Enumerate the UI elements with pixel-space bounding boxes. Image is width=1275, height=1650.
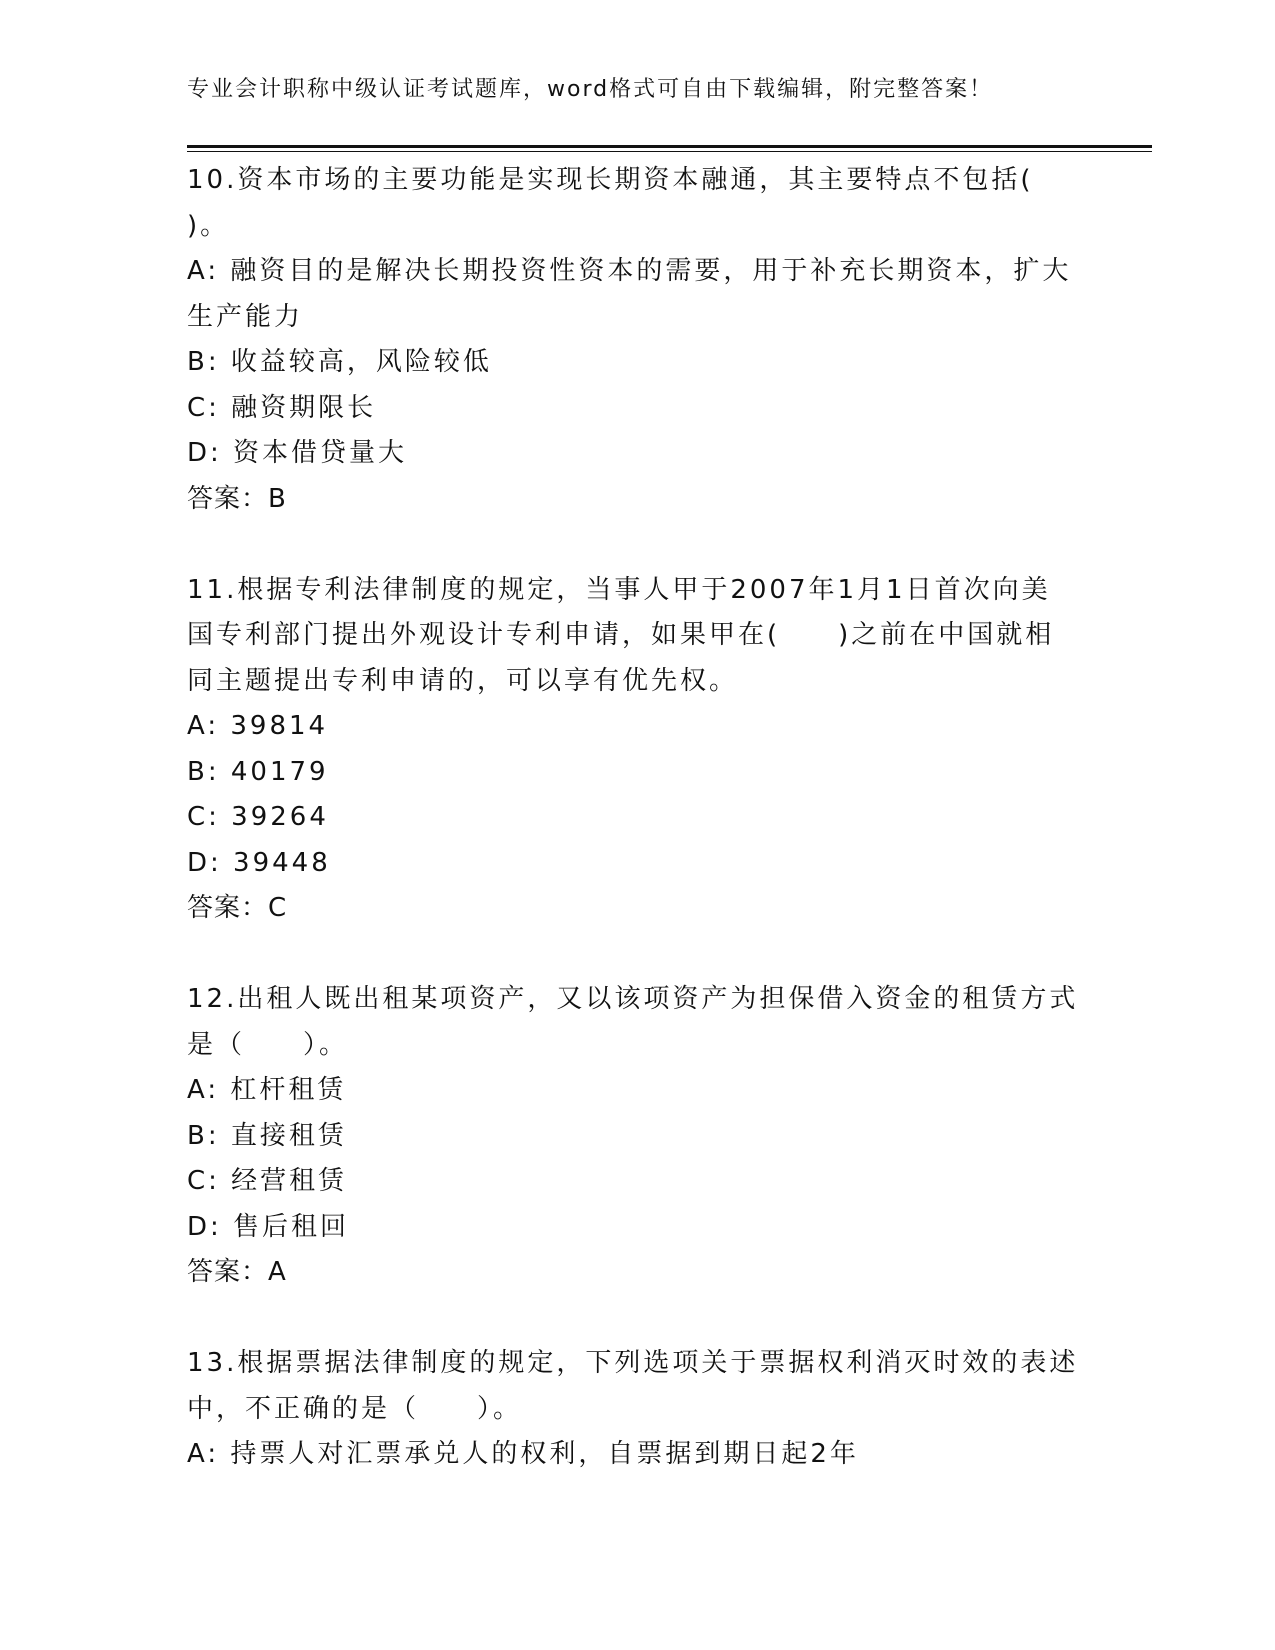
- question-stem-line: 中，不正确的是（ ）。: [187, 1393, 523, 1424]
- option-d-line: D: 资本借贷量大: [187, 438, 408, 468]
- question-11: [187, 568, 1087, 932]
- page-header-title: 专业会计职称中级认证考试题库，word格式可自由下载编辑，附完整答案！: [187, 77, 994, 102]
- option-c-line: C: 经营租赁: [187, 1166, 348, 1196]
- option-c-line: C: 融资期限长: [187, 392, 377, 423]
- question-stem-line: 11.根据专利法律制度的规定，当事人甲于2007年1月1日首次向美: [187, 574, 1051, 605]
- option-c-line: C: 39264: [187, 802, 329, 832]
- header-rule-thick: [187, 145, 1152, 148]
- question-stem-line: 13.根据票据法律制度的规定，下列选项关于票据权利消灭时效的表述: [187, 1348, 1079, 1378]
- option-b-line: B: 40179: [187, 756, 329, 787]
- question-stem-line: 同主题提出专利申请的，可以享有优先权。: [187, 665, 739, 696]
- option-d-line: D: 售后租回: [187, 1211, 350, 1242]
- option-a-line: 生产能力: [187, 301, 304, 332]
- option-a-line: A: 融资目的是解决长期投资性资本的需要，用于补充长期资本，扩大: [187, 256, 1072, 286]
- header-rule-thin: [187, 151, 1152, 152]
- option-a-line: A: 杠杆租赁: [187, 1075, 347, 1105]
- question-stem-line: 是（ ）。: [187, 1029, 349, 1060]
- question-stem-line: )。: [187, 210, 230, 241]
- question-stem-line: 12.出租人既出租某项资产，又以该项资产为担保借入资金的租赁方式: [187, 984, 1079, 1014]
- option-b-line: B: 收益较高，风险较低: [187, 347, 492, 377]
- question-spacer: [187, 522, 1087, 568]
- option-a-line: A: 持票人对汇票承兑人的权利，自票据到期日起2年: [187, 1439, 859, 1469]
- question-13: [187, 1341, 1087, 1478]
- question-list: [187, 158, 1087, 1478]
- option-d-line: D: 39448: [187, 847, 331, 878]
- question-stem-line: 10.资本市场的主要功能是实现长期资本融通，其主要特点不包括(: [187, 165, 1034, 195]
- question-spacer: [187, 932, 1087, 978]
- answer-label: 答案：C: [187, 893, 288, 923]
- option-a-line: A: 39814: [187, 711, 329, 741]
- question-10: [187, 158, 1087, 522]
- question-stem-line: 国专利部门提出外观设计专利申请，如果甲在( )之前在中国就相: [187, 620, 1055, 650]
- question-12: [187, 977, 1087, 1296]
- option-b-line: B: 直接租赁: [187, 1120, 347, 1151]
- answer-label: 答案：B: [187, 483, 287, 514]
- question-spacer: [187, 1296, 1087, 1342]
- answer-label: 答案：A: [187, 1257, 287, 1287]
